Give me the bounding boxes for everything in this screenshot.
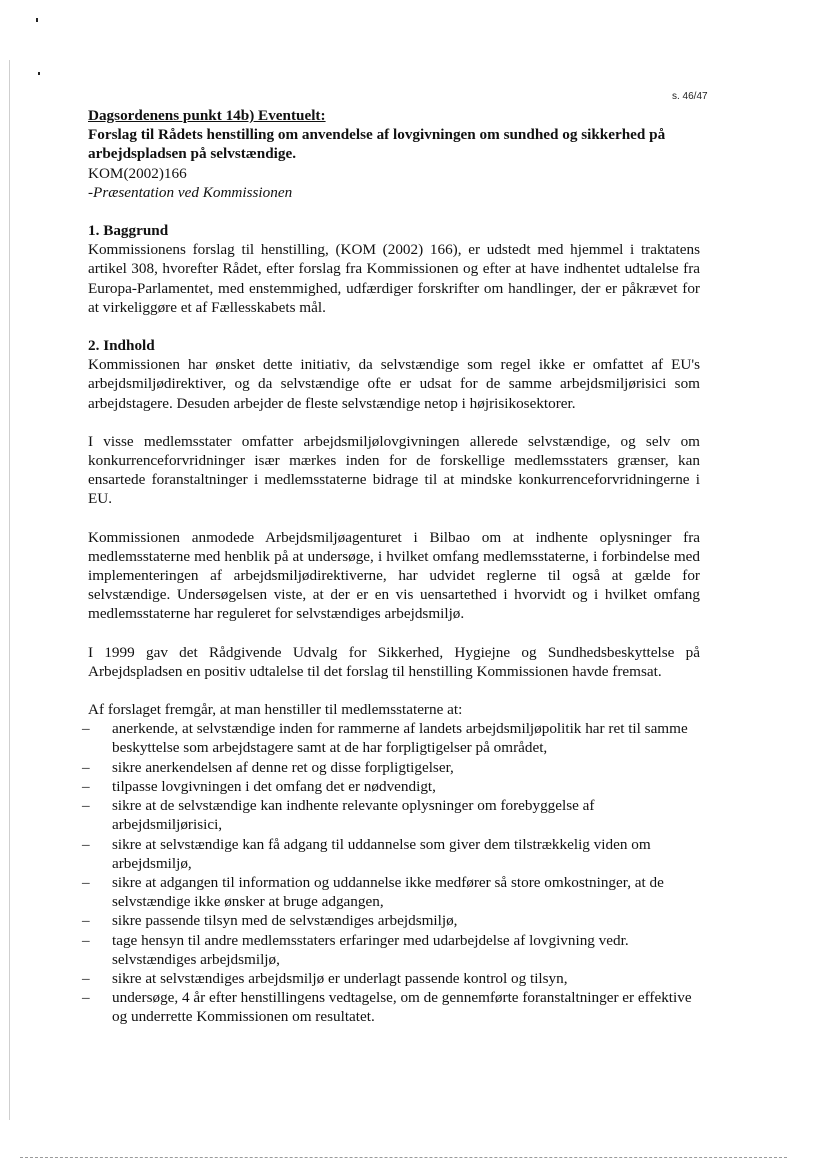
list-item: – sikre anerkendelsen af denne ret og disse forpligtigelser, [88,758,700,777]
list-item: – sikre at selvstændige kan få adgang til uddannelse som giver dem tilstrækkelig viden om arbejdsmiljø, [88,835,700,873]
section-heading-background: 1. Baggrund [88,222,169,240]
paragraph: I 1999 gav det Rådgivende Udvalg for Sikkerhed, Hygiejne og Sundhedsbeskyttelse på Arbejdspladsen en positiv udtalelse til det forslag til henstilling Kommissionen havde fremsat. [88,643,700,680]
scan-speck [38,72,40,75]
agenda-item-heading: Dagsordenens punkt 14b) Eventuelt: [88,107,326,124]
scan-speck [36,18,38,22]
list-item: – tage hensyn til andre medlemsstaters erfaringer med udarbejdelse af lovgivning vedr. selvstændiges arbejdsmiljø, [88,931,700,969]
proposal-title: Forslag til Rådets henstilling om anvendelse af lovgivningen om sundhed og sikkerhed på arbejdspladsen på selvstændige. [88,126,666,163]
document-reference: KOM(2002)166 [88,164,187,182]
paragraph: Kommissionen har ønsket dette initiativ, da selvstændige som regel ikke er omfattet af EU's arbejdsmiljødirektiver, og da selvstændige ofte er udsat for de samme arbejdsmiljørisici som arbejdstagere. Desuden arbejder de fleste selvstændige netop i højrisikosektorer. [88,356,700,412]
list-item: – tilpasse lovgivningen i det omfang det er nødvendigt, [88,777,700,796]
page-reference: s. 46/47 [672,91,708,102]
document-body [88,106,700,1027]
scan-bottom-edge [20,1157,787,1159]
list-item: – anerkende, at selvstændige inden for rammerne af landets arbejdsmiljøpolitik har ret til samme beskyttelse som arbejdstagere samt at de har forpligtigelser på området, [88,719,700,757]
list-item: – sikre at de selvstændige kan indhente relevante oplysninger om forebyggelse af arbejdsmiljørisici, [88,796,700,834]
list-item: – sikre at selvstændiges arbejdsmiljø er underlagt passende kontrol og tilsyn, [88,969,700,988]
list-item: – sikre passende tilsyn med de selvstændiges arbejdsmiljø, [88,911,700,930]
section-heading-content: 2. Indhold [88,337,155,355]
list-item: – sikre at adgangen til information og uddannelse ikke medfører så store omkostninger, at de selvstændige ikke ønsker at bruge adgangen, [88,873,700,911]
scan-left-edge [9,60,10,1120]
paragraph: I visse medlemsstater omfatter arbejdsmiljølovgivningen allerede selvstændige, og selv om konkurrenceforvridninger især mærkes inden for de forskellige medlemsstaters grænser, kan ensartede foranstaltninger i medlemsstaterne bidrage til at mindske konkurrenceforvridningerne i EU. [88,432,700,508]
paragraph: Kommissionens forslag til henstilling, (KOM (2002) 166), er udstedt med hjemmel i traktatens artikel 308, hvorefter Rådet, efter forslag fra Kommissionen og efter at have indhentet udtalelse fra Europa-Parlamentet, med enstemmighed, udfærdiger forskrifter om handlinger, der er påkrævet for at virkeliggøre et af Fællesskabets mål. [88,241,700,316]
paragraph: Kommissionen anmodede Arbejdsmiljøagenturet i Bilbao om at indhente oplysninger fra medlemsstaterne med henblik på at undersøge, i hvilket omfang medlemsstaterne, i forbindelse med implementeringen af arbejdsmiljødirektiverne, har udvidet reglerne til også at gælde for selvstændige. Undersøgelsen viste, at der er en vis uensartethed i hvorvidt og i hvilket omfang medlemsstaterne har reguleret for selvstændiges arbejdsmiljø. [88,528,700,623]
presentation-note: -Præsentation ved Kommissionen [88,183,293,201]
list-item: – undersøge, 4 år efter henstillingens vedtagelse, om de gennemførte foranstaltninger er effektive og underrette Kommissionen om resultatet. [88,988,700,1026]
list-intro: Af forslaget fremgår, at man henstiller til medlemsstaterne at: [88,701,463,719]
recommendation-list [88,719,700,1026]
